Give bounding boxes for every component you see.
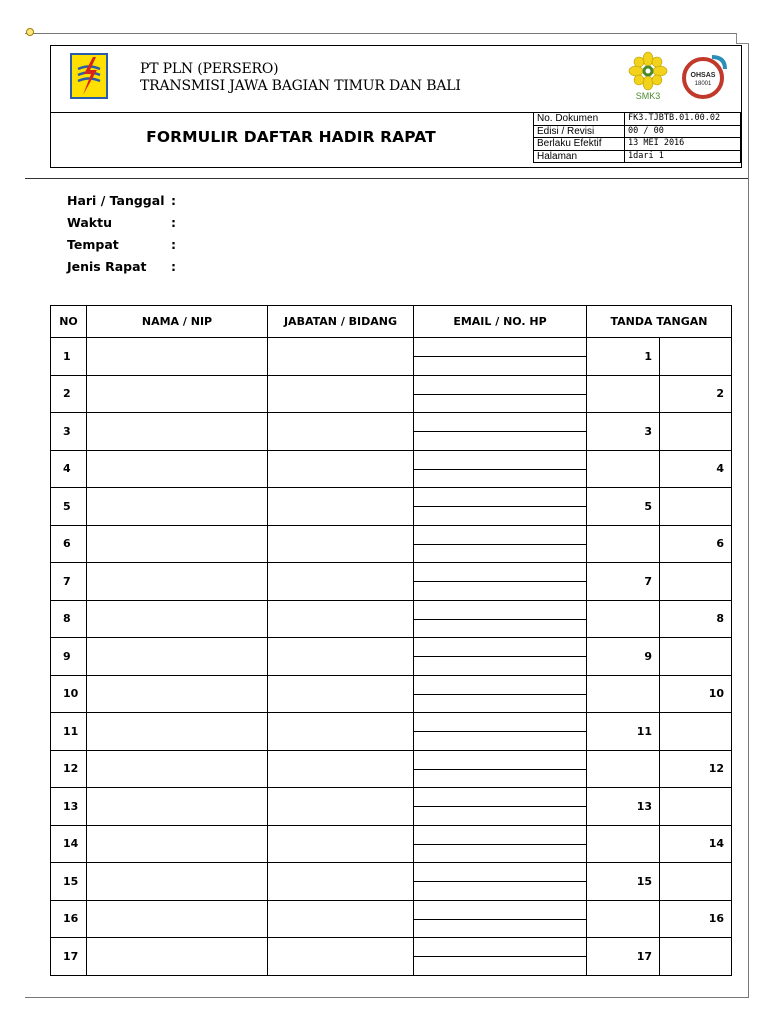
nama-nip-cell[interactable] [87,788,268,826]
signature-cell-left[interactable] [587,525,660,563]
row-number: 15 [51,863,87,901]
signature-cell-right[interactable]: 4 [660,450,732,488]
edition-value: 00 / 00 [625,125,741,138]
page-value: 1dari 1 [625,150,741,163]
effective-date-label: Berlaku Efektif [534,138,625,151]
jabatan-bidang-cell[interactable] [268,338,414,376]
signature-cell-right[interactable] [660,488,732,526]
email-hp-cell[interactable] [414,788,587,826]
row-number: 7 [51,563,87,601]
email-hp-cell[interactable] [414,488,587,526]
jabatan-bidang-cell[interactable] [268,450,414,488]
signature-cell-left[interactable] [587,450,660,488]
meta-row-date [67,193,176,215]
section-divider [25,178,748,179]
email-hp-cell[interactable] [414,675,587,713]
signature-cell-right[interactable] [660,713,732,751]
signature-cell-right[interactable]: 2 [660,375,732,413]
table-row [51,900,732,938]
jabatan-bidang-cell[interactable] [268,675,414,713]
signature-cell-right[interactable]: 14 [660,825,732,863]
table-row [51,825,732,863]
row-number: 10 [51,675,87,713]
email-phone-divider [414,769,586,770]
email-hp-cell[interactable] [414,938,587,976]
table-row [51,375,732,413]
nama-nip-cell[interactable] [87,938,268,976]
meta-row-time [67,215,176,237]
table-row [51,638,732,676]
row-number: 17 [51,938,87,976]
meta-row-meeting-type [67,259,176,281]
signature-cell-right[interactable] [660,563,732,601]
svg-text:OHSAS: OHSAS [690,72,716,79]
place-colon: : [171,237,176,252]
email-phone-divider [414,506,586,507]
nama-nip-cell[interactable] [87,825,268,863]
row-number: 11 [51,713,87,751]
edition-label: Edisi / Revisi [534,125,625,138]
row-number: 1 [51,338,87,376]
nama-nip-cell[interactable] [87,675,268,713]
doc-info-row [534,150,741,163]
signature-cell-left[interactable] [587,675,660,713]
email-hp-cell[interactable] [414,450,587,488]
header-no: NO [51,306,87,338]
email-phone-divider [414,656,586,657]
doc-info-row [534,138,741,151]
header-email: EMAIL / NO. HP [414,306,587,338]
nama-nip-cell[interactable] [87,488,268,526]
jabatan-bidang-cell[interactable] [268,900,414,938]
email-hp-cell[interactable] [414,600,587,638]
svg-text:SMK3: SMK3 [635,91,661,101]
signature-cell-right[interactable] [660,863,732,901]
table-row [51,450,732,488]
email-hp-cell[interactable] [414,563,587,601]
signature-cell-left[interactable]: 11 [587,713,660,751]
signature-cell-left[interactable]: 1 [587,338,660,376]
jabatan-bidang-cell[interactable] [268,713,414,751]
document-info-table [533,112,741,163]
row-number: 8 [51,600,87,638]
attendance-table [50,305,732,976]
doc-number-value: FK3.TJBTB.01.00.02 [625,113,741,126]
jabatan-bidang-cell[interactable] [268,750,414,788]
smk3-logo-icon [625,51,671,101]
nama-nip-cell[interactable] [87,413,268,451]
table-row [51,525,732,563]
email-hp-cell[interactable] [414,825,587,863]
row-number: 2 [51,375,87,413]
row-number: 6 [51,525,87,563]
signature-cell-right[interactable] [660,638,732,676]
signature-cell-left[interactable] [587,900,660,938]
time-colon: : [171,215,176,230]
signature-cell-left[interactable] [587,750,660,788]
signature-cell-right[interactable] [660,788,732,826]
signature-cell-left[interactable]: 7 [587,563,660,601]
nama-nip-cell[interactable] [87,863,268,901]
email-hp-cell[interactable] [414,638,587,676]
table-row [51,563,732,601]
table-row [51,675,732,713]
doc-info-row [534,113,741,126]
signature-cell-left[interactable]: 9 [587,638,660,676]
division-name: TRANSMISI JAWA BAGIAN TIMUR DAN BALI [140,78,461,94]
header-jabatan: JABATAN / BIDANG [268,306,414,338]
nama-nip-cell[interactable] [87,563,268,601]
meeting-type-label: Jenis Rapat [67,259,147,274]
pln-logo-icon [70,53,108,99]
nama-nip-cell[interactable] [87,450,268,488]
jabatan-bidang-cell[interactable] [268,563,414,601]
row-number: 9 [51,638,87,676]
email-hp-cell[interactable] [414,900,587,938]
jabatan-bidang-cell[interactable] [268,413,414,451]
email-hp-cell[interactable] [414,713,587,751]
signature-cell-left[interactable] [587,825,660,863]
jabatan-bidang-cell[interactable] [268,638,414,676]
effective-date-value: 13 MEI 2016 [625,138,741,151]
nama-nip-cell[interactable] [87,638,268,676]
signature-cell-right[interactable] [660,338,732,376]
jabatan-bidang-cell[interactable] [268,788,414,826]
date-colon: : [171,193,176,208]
row-number: 4 [51,450,87,488]
nama-nip-cell[interactable] [87,750,268,788]
row-number: 16 [51,900,87,938]
signature-cell-right[interactable]: 8 [660,600,732,638]
signature-cell-right[interactable]: 12 [660,750,732,788]
email-phone-divider [414,881,586,882]
email-hp-cell[interactable] [414,413,587,451]
nama-nip-cell[interactable] [87,375,268,413]
jabatan-bidang-cell[interactable] [268,600,414,638]
email-phone-divider [414,431,586,432]
attendance-rows [51,338,732,976]
form-title: FORMULIR DAFTAR HADIR RAPAT [146,128,436,146]
email-phone-divider [414,619,586,620]
jabatan-bidang-cell[interactable] [268,863,414,901]
table-row [51,750,732,788]
signature-cell-right[interactable]: 16 [660,900,732,938]
doc-info-row [534,125,741,138]
time-label: Waktu [67,215,112,230]
signature-cell-right[interactable]: 10 [660,675,732,713]
date-label: Hari / Tanggal [67,193,165,208]
jabatan-bidang-cell[interactable] [268,525,414,563]
jabatan-bidang-cell[interactable] [268,375,414,413]
email-phone-divider [414,581,586,582]
signature-cell-right[interactable] [660,413,732,451]
email-phone-divider [414,394,586,395]
signature-cell-left[interactable]: 5 [587,488,660,526]
ohsas-18001-logo-icon [679,53,729,99]
svg-text:18001: 18001 [694,81,712,87]
header-nama: NAMA / NIP [87,306,268,338]
document-header [50,45,742,168]
meta-row-place [67,237,176,259]
email-hp-cell[interactable] [414,863,587,901]
table-row [51,863,732,901]
header-tanda-tangan: TANDA TANGAN [587,306,732,338]
email-phone-divider [414,919,586,920]
nama-nip-cell[interactable] [87,900,268,938]
jabatan-bidang-cell[interactable] [268,488,414,526]
table-row [51,938,732,976]
email-phone-divider [414,731,586,732]
table-row [51,413,732,451]
jabatan-bidang-cell[interactable] [268,825,414,863]
signature-cell-left[interactable]: 15 [587,863,660,901]
signature-cell-left[interactable]: 17 [587,938,660,976]
nama-nip-cell[interactable] [87,600,268,638]
email-hp-cell[interactable] [414,375,587,413]
email-phone-divider [414,956,586,957]
row-number: 13 [51,788,87,826]
signature-cell-left[interactable] [587,375,660,413]
table-row [51,713,732,751]
table-row [51,338,732,376]
pin-icon [26,28,34,36]
table-row [51,788,732,826]
jabatan-bidang-cell[interactable] [268,938,414,976]
page-label: Halaman [534,150,625,163]
place-label: Tempat [67,237,119,252]
doc-number-label: No. Dokumen [534,113,625,126]
email-hp-cell[interactable] [414,750,587,788]
email-phone-divider [414,806,586,807]
nama-nip-cell[interactable] [87,713,268,751]
table-row [51,600,732,638]
nama-nip-cell[interactable] [87,525,268,563]
signature-cell-left[interactable]: 3 [587,413,660,451]
row-number: 14 [51,825,87,863]
row-number: 3 [51,413,87,451]
email-phone-divider [414,469,586,470]
signature-cell-right[interactable]: 6 [660,525,732,563]
email-phone-divider [414,544,586,545]
email-phone-divider [414,844,586,845]
row-number: 5 [51,488,87,526]
email-phone-divider [414,694,586,695]
page-fold-corner [736,33,749,44]
company-name: PT PLN (PERSERO) [140,61,279,77]
nama-nip-cell[interactable] [87,338,268,376]
signature-cell-left[interactable] [587,600,660,638]
row-number: 12 [51,750,87,788]
signature-cell-left[interactable]: 13 [587,788,660,826]
table-header-row [51,306,732,338]
email-hp-cell[interactable] [414,338,587,376]
signature-cell-right[interactable] [660,938,732,976]
meeting-type-colon: : [171,259,176,274]
table-row [51,488,732,526]
email-hp-cell[interactable] [414,525,587,563]
email-phone-divider [414,356,586,357]
meeting-meta [67,193,176,281]
